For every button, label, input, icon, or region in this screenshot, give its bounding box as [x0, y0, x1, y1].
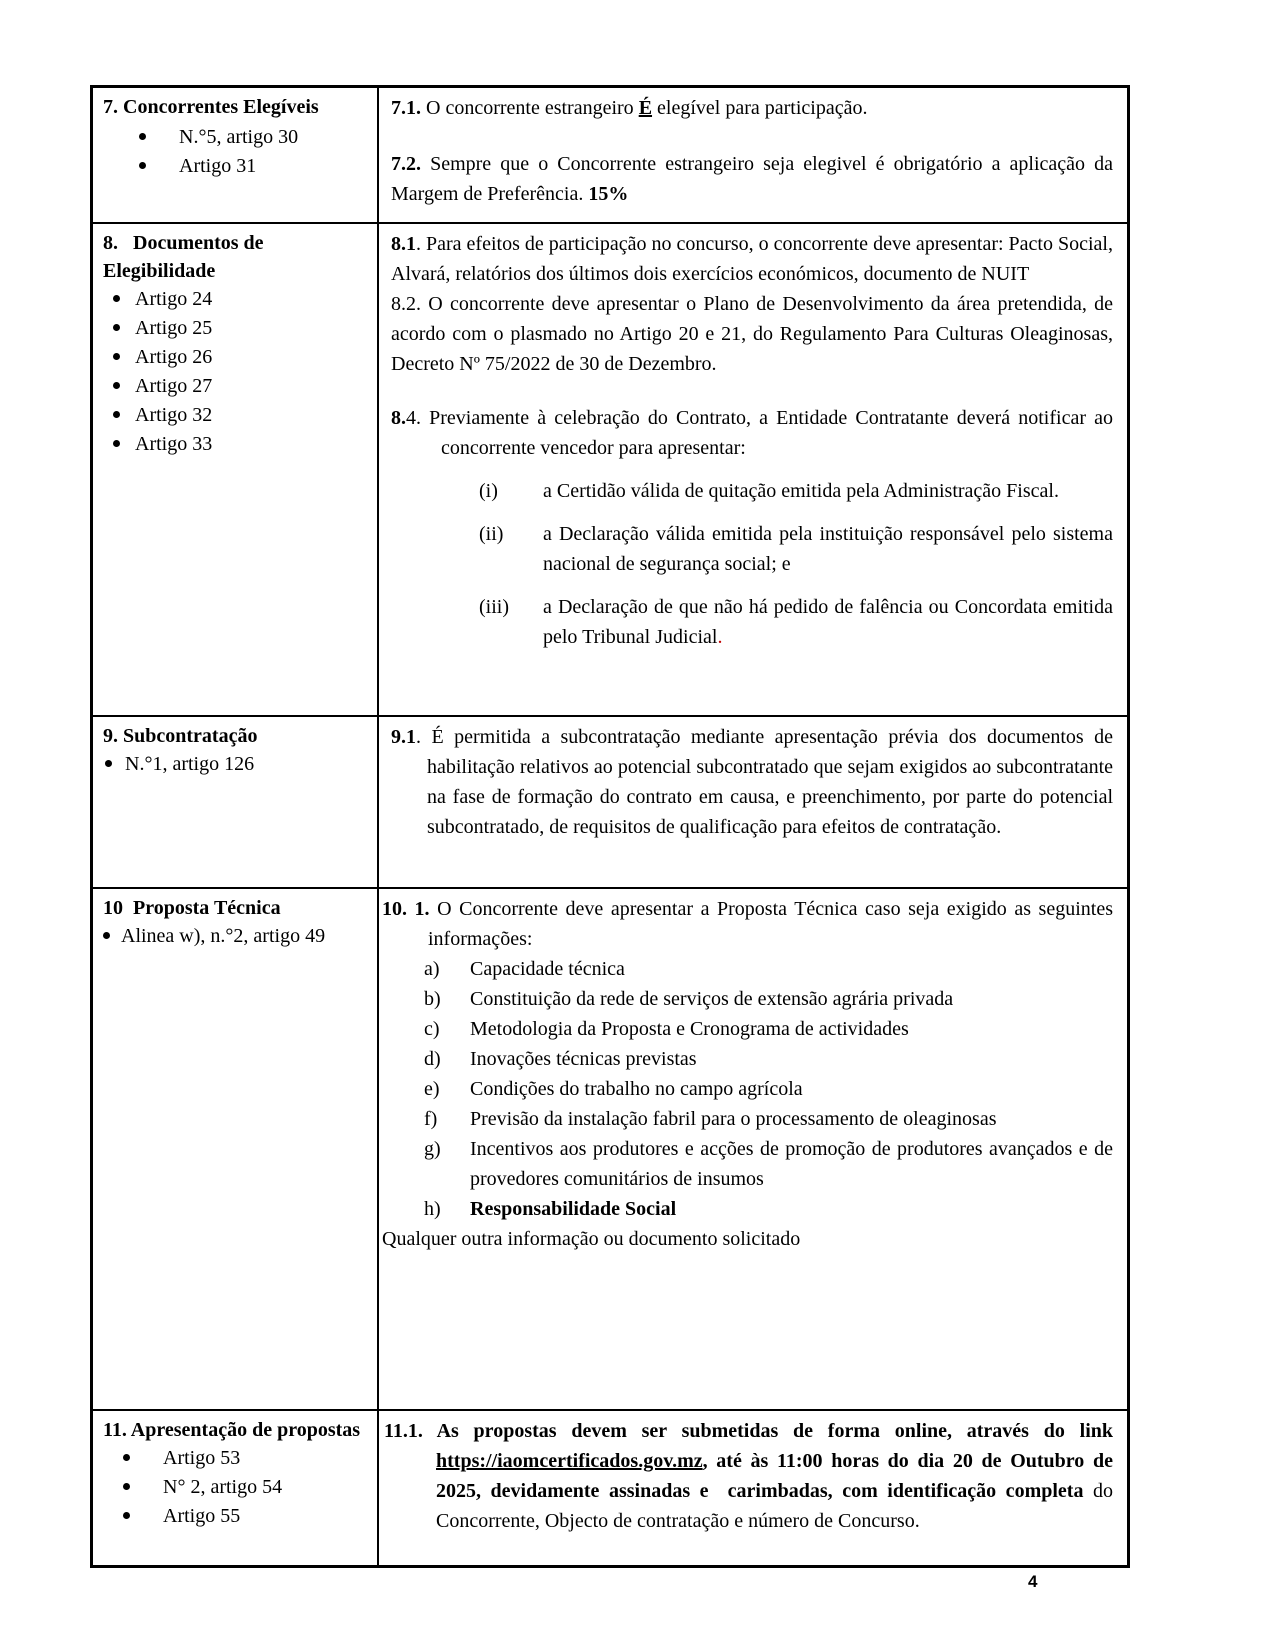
bullet-label: Artigo 53 — [163, 1447, 241, 1469]
bullet-item — [139, 152, 369, 181]
section-9-title-cell — [93, 717, 379, 887]
clause-number: 8.1 — [391, 233, 416, 255]
list-text: Responsabilidade Social — [470, 1198, 677, 1220]
section-7-content-cell — [379, 88, 1127, 222]
list-item-b — [424, 984, 1113, 1014]
list-item-i — [479, 476, 1113, 506]
section-8-title: 8. Documentos de Elegibilidade — [103, 232, 264, 282]
bullet-item — [113, 285, 369, 314]
bullet-dot-icon — [123, 1473, 163, 1502]
red-period: . — [717, 626, 723, 648]
bullet-item — [113, 372, 369, 401]
section-11-content-cell — [379, 1411, 1127, 1565]
list-text: Condições do trabalho no campo agrícola — [470, 1078, 803, 1100]
list-text: Previsão da instalação fabril para o processamento de oleaginosas — [470, 1108, 997, 1130]
bullet-label: N.°5, artigo 30 — [179, 126, 299, 148]
bullet-item — [105, 750, 369, 779]
list-marker: e) — [424, 1078, 440, 1100]
list-marker: g) — [424, 1138, 441, 1160]
clause-number: 9.1 — [391, 726, 416, 748]
list-item-ii — [479, 519, 1113, 579]
bullet-item — [139, 123, 369, 152]
paragraph-9-1 — [391, 722, 1113, 842]
list-marker: (iii) — [479, 596, 509, 618]
section-9-content-cell — [379, 717, 1127, 887]
section-10-title: 10 Proposta Técnica — [103, 897, 281, 919]
list-item-c — [424, 1014, 1113, 1044]
bullet-dot-icon — [139, 123, 179, 152]
percentage-value: 15% — [588, 183, 629, 205]
list-marker: a) — [424, 958, 440, 980]
list-text: Constituição da rede de serviços de extensão agrária privada — [470, 988, 954, 1010]
bullet-item — [103, 922, 369, 951]
bullet-dot-icon — [113, 343, 135, 372]
clause-text: , até às 11:00 horas do dia 20 de Outubro de 2025, devidamente assinadas e carimbadas, com identificação completa — [436, 1450, 1113, 1502]
bullet-label: Artigo 25 — [135, 317, 213, 339]
bullet-item — [113, 401, 369, 430]
section-8-content-cell — [379, 224, 1127, 715]
section-9-bullets — [103, 750, 369, 779]
bullet-dot-icon — [113, 430, 135, 459]
clause-text: 8.2. O concorrente deve apresentar o Plano de Desenvolvimento da área pretendida, de acordo com o plasmado no Artigo 20 e 21, do Regulamento Para Culturas Oleaginosas, Decreto Nº 75/2022 de 30 de Dezembro. — [391, 293, 1113, 375]
bullet-label: Alinea w), n.°2, artigo 49 — [121, 925, 326, 947]
clause-text: 4. Previamente à celebração do Contrato, a Entidade Contratante deverá notificar ao concorrente vencedor para apresentar: — [406, 407, 1113, 459]
list-item-iii — [479, 592, 1113, 652]
clause-number: 7.2. — [391, 153, 421, 175]
bullet-dot-icon — [113, 372, 135, 401]
clause-text: 11.1. As propostas devem ser submetidas de forma online, através do link — [384, 1420, 1113, 1442]
paragraph-8-2 — [391, 289, 1113, 379]
section-11-title-cell — [93, 1411, 379, 1565]
table-row-10 — [93, 887, 1127, 1409]
bullet-label: Artigo 26 — [135, 346, 213, 368]
bullet-dot-icon — [123, 1444, 163, 1473]
list-text: Incentivos aos produtores e acções de promoção de produtores avançados e de provedores comunitários de insumos — [470, 1138, 1113, 1190]
bullet-item — [113, 343, 369, 372]
list-text: a Declaração válida emitida pela instituição responsável pelo sistema nacional de segurança social; e — [543, 523, 1113, 575]
bullet-label: Artigo 24 — [135, 288, 213, 310]
clause-number: 10. 1. — [382, 898, 430, 920]
bullet-item — [113, 430, 369, 459]
section-10-bullets — [103, 922, 369, 951]
bullet-dot-icon — [113, 285, 135, 314]
clause-number: 8. — [391, 407, 406, 429]
section-10-content-cell — [379, 889, 1127, 1409]
bullet-label: Artigo 32 — [135, 404, 213, 426]
bullet-item — [123, 1444, 369, 1473]
bullet-label: N° 2, artigo 54 — [163, 1476, 283, 1498]
clause-text: Qualquer outra informação ou documento solicitado — [382, 1228, 801, 1250]
list-marker: f) — [424, 1108, 438, 1130]
paragraph-7-2 — [391, 149, 1113, 209]
section-7-bullets — [103, 123, 369, 181]
list-text: a Certidão válida de quitação emitida pela Administração Fiscal. — [543, 480, 1059, 502]
list-text: a Declaração de que não há pedido de falência ou Concordata emitida pelo Tribunal Judicial. — [543, 596, 1113, 648]
bullet-dot-icon — [103, 922, 121, 951]
bullet-item — [123, 1473, 369, 1502]
list-marker: c) — [424, 1018, 440, 1040]
section-11-bullets — [103, 1444, 369, 1531]
list-item-g — [424, 1134, 1113, 1194]
bullet-dot-icon — [139, 152, 179, 181]
requirements-table — [90, 85, 1130, 1568]
clause-text: do Concorrente, Objecto de contratação e número de Concurso. — [436, 1480, 1113, 1532]
list-item-a — [424, 954, 1113, 984]
paragraph-8-1 — [391, 229, 1113, 289]
list-marker: (i) — [479, 480, 498, 502]
clause-text: . É permitida a subcontratação mediante apresentação prévia dos documentos de habilitação relativos ao potencial subcontratado que sejam exigidos ao subcontratante na fase de formação do contrato em causa, e preenchimento, por parte do potencial subcontratado, de requisitos de qualificação para efeitos de contratação. — [416, 726, 1113, 838]
section-7-title-cell — [93, 88, 379, 222]
bullet-label: Artigo 27 — [135, 375, 213, 397]
bullet-dot-icon — [113, 401, 135, 430]
emphasis-text: É — [638, 97, 653, 119]
clause-text: O concorrente estrangeiro — [421, 97, 639, 119]
bullet-dot-icon — [123, 1502, 163, 1531]
section-9-title: 9. Subcontratação — [103, 725, 258, 747]
list-marker: b) — [424, 988, 441, 1010]
list-text: Inovações técnicas previstas — [470, 1048, 697, 1070]
bullet-label: N.°1, artigo 126 — [125, 753, 255, 775]
page-number: 4 — [1028, 1572, 1038, 1591]
paragraph-7-1 — [391, 93, 1113, 123]
list-marker: d) — [424, 1048, 441, 1070]
bullet-label: Artigo 31 — [179, 155, 257, 177]
paragraph-11-1 — [384, 1416, 1113, 1536]
submission-link[interactable]: https://iaomcertificados.gov.mz — [436, 1450, 703, 1472]
list-text: Metodologia da Proposta e Cronograma de actividades — [470, 1018, 909, 1040]
paragraph-10-1 — [382, 894, 1113, 954]
list-item-f — [424, 1104, 1113, 1134]
section-8-title-cell — [93, 224, 379, 715]
bullet-dot-icon — [113, 314, 135, 343]
paragraph-8-4 — [391, 403, 1113, 463]
list-marker: (ii) — [479, 523, 504, 545]
section-11-title: 11. Apresentação de propostas — [103, 1419, 361, 1441]
bullet-label: Artigo 55 — [163, 1505, 241, 1527]
list-text: Capacidade técnica — [470, 958, 625, 980]
list-item-h — [424, 1194, 1113, 1224]
table-row-11 — [93, 1409, 1127, 1565]
list-item-e — [424, 1074, 1113, 1104]
table-row-8 — [93, 222, 1127, 715]
clause-text: . Para efeitos de participação no concurso, o concorrente deve apresentar: Pacto Social, Alvará, relatórios dos últimos dois exercícios económicos, documento de NUIT — [391, 233, 1113, 285]
clause-text: O Concorrente deve apresentar a Proposta Técnica caso seja exigido as seguintes informações: — [428, 898, 1113, 950]
bullet-dot-icon — [105, 750, 125, 779]
bullet-label: Artigo 33 — [135, 433, 213, 455]
bullet-item — [113, 314, 369, 343]
clause-number: 7.1. — [391, 97, 421, 119]
list-item-d — [424, 1044, 1113, 1074]
clause-text: elegível para participação. — [652, 97, 868, 119]
paragraph-10-other — [382, 1224, 1113, 1254]
list-marker: h) — [424, 1198, 441, 1220]
section-10-title-cell — [93, 889, 379, 1409]
section-8-bullets — [103, 285, 369, 459]
table-row-9 — [93, 715, 1127, 887]
table-row-7 — [93, 88, 1127, 222]
section-7-title: 7. Concorrentes Elegíveis — [103, 96, 319, 118]
bullet-item — [123, 1502, 369, 1531]
clause-text: Sempre que o Concorrente estrangeiro seja elegivel é obrigatório a aplicação da Margem de Preferência. — [391, 153, 1113, 205]
